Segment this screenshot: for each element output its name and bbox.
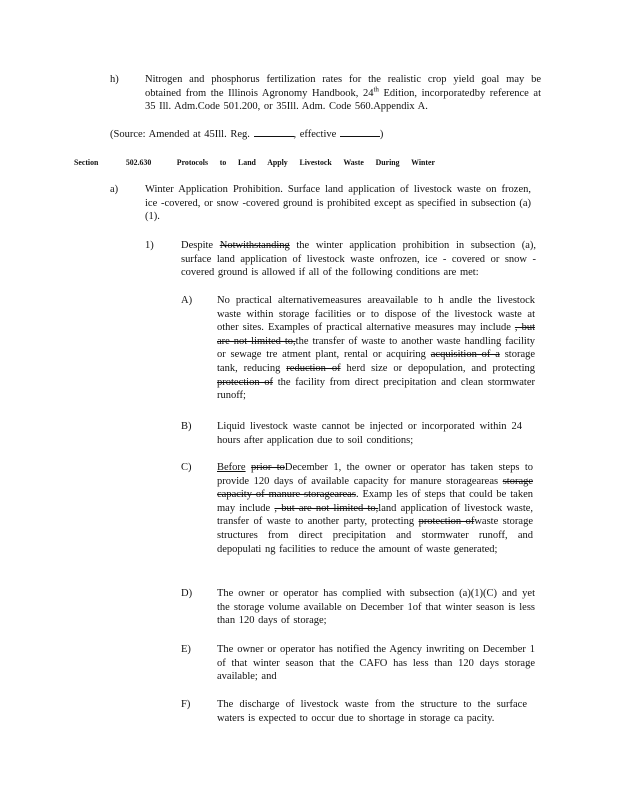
paragraph-B: Liquid livestock waste cannot be injected or incorporated within 24 hours after application due to soil conditions; [217,421,522,446]
source-note: (Source: Amended at 45Ill. Reg. , effective ) [110,129,384,140]
blank-effective [340,127,380,137]
section-label: Section [74,158,99,167]
item-label-E: E) [181,644,191,655]
paragraph-D: The owner or operator has complied with subsection (a)(1)(C) and yet the storage volume available on December 1of that winter season is less than 120 days of storage; [217,588,535,627]
section-heading [74,156,446,170]
item-label-a: a) [110,184,119,195]
paragraph-h: Nitrogen and phosphorus fertilization rates for the realistic crop yield goal may be obtained from the Illinois Agronomy Handbook, 24th Edition, incorporatedby reference at 35 Ill. Adm.Code 501.200, or 35Ill. Adm. Code 560.Appendix A. [145,74,542,113]
paragraph-A: No practical alternativemeasures areavailable to h andle the livestock waste within storage facilities or to dispose of the livestock waste at other sites. Examples of practical alternative measures may include , but are not limited to,the transfer of waste to another waste handling facility or sewage tre atment plant, rental or acquiring acquisition of a storage tank, reducing reduction of herd size or depopulation, and protecting protection of the facility from direct precipitation and clean stormwater runoff; [217,295,536,402]
paragraph-C: Before prior toDecember 1, the owner or operator has taken steps to provide 120 days of available capacity for manure storageareas storage capacity of manure storageareas. Examp les of steps that could be taken may include , but are not limited to,land application of livestock waste, transfer of waste to another party, protecting protection ofwaste storage structures from direct precipitation and stormwater runoff, and depopulati ng facilities to reduce the amount of waste generated; [217,462,534,555]
blank-register [254,127,294,137]
paragraph-a: Winter Application Prohibition. Surface land application of livestock waste on frozen, ice -covered, or snow -covered ground is prohibited except as specified in subsection (a)(1). [145,184,531,223]
item-label-h: h) [110,74,119,85]
item-label-A: A) [181,295,193,306]
section-number: 502.630 [125,158,152,167]
item-label-a1: 1) [145,240,154,251]
paragraph-E: The owner or operator has notified the Agency inwriting on December 1 of that winter season that the CAFO has less than 120 days storage available; and [217,644,535,683]
item-label-D: D) [181,588,193,599]
paragraph-F: The discharge of livestock waste from the structure to the surface waters is expected to occur due to shortage in storage ca pacity. [217,699,527,724]
item-label-B: B) [181,421,192,432]
paragraph-a1: Despite Notwithstanding the winter application prohibition in subsection (a), surface land application of livestock waste onfrozen, ice - covered or snow -covered ground is allowed if all of the following conditions are met: [181,240,537,279]
item-label-C: C) [181,462,192,473]
section-title: Protocols to Land Apply Livestock Waste During Winter [176,158,435,167]
item-label-F: F) [181,699,191,710]
